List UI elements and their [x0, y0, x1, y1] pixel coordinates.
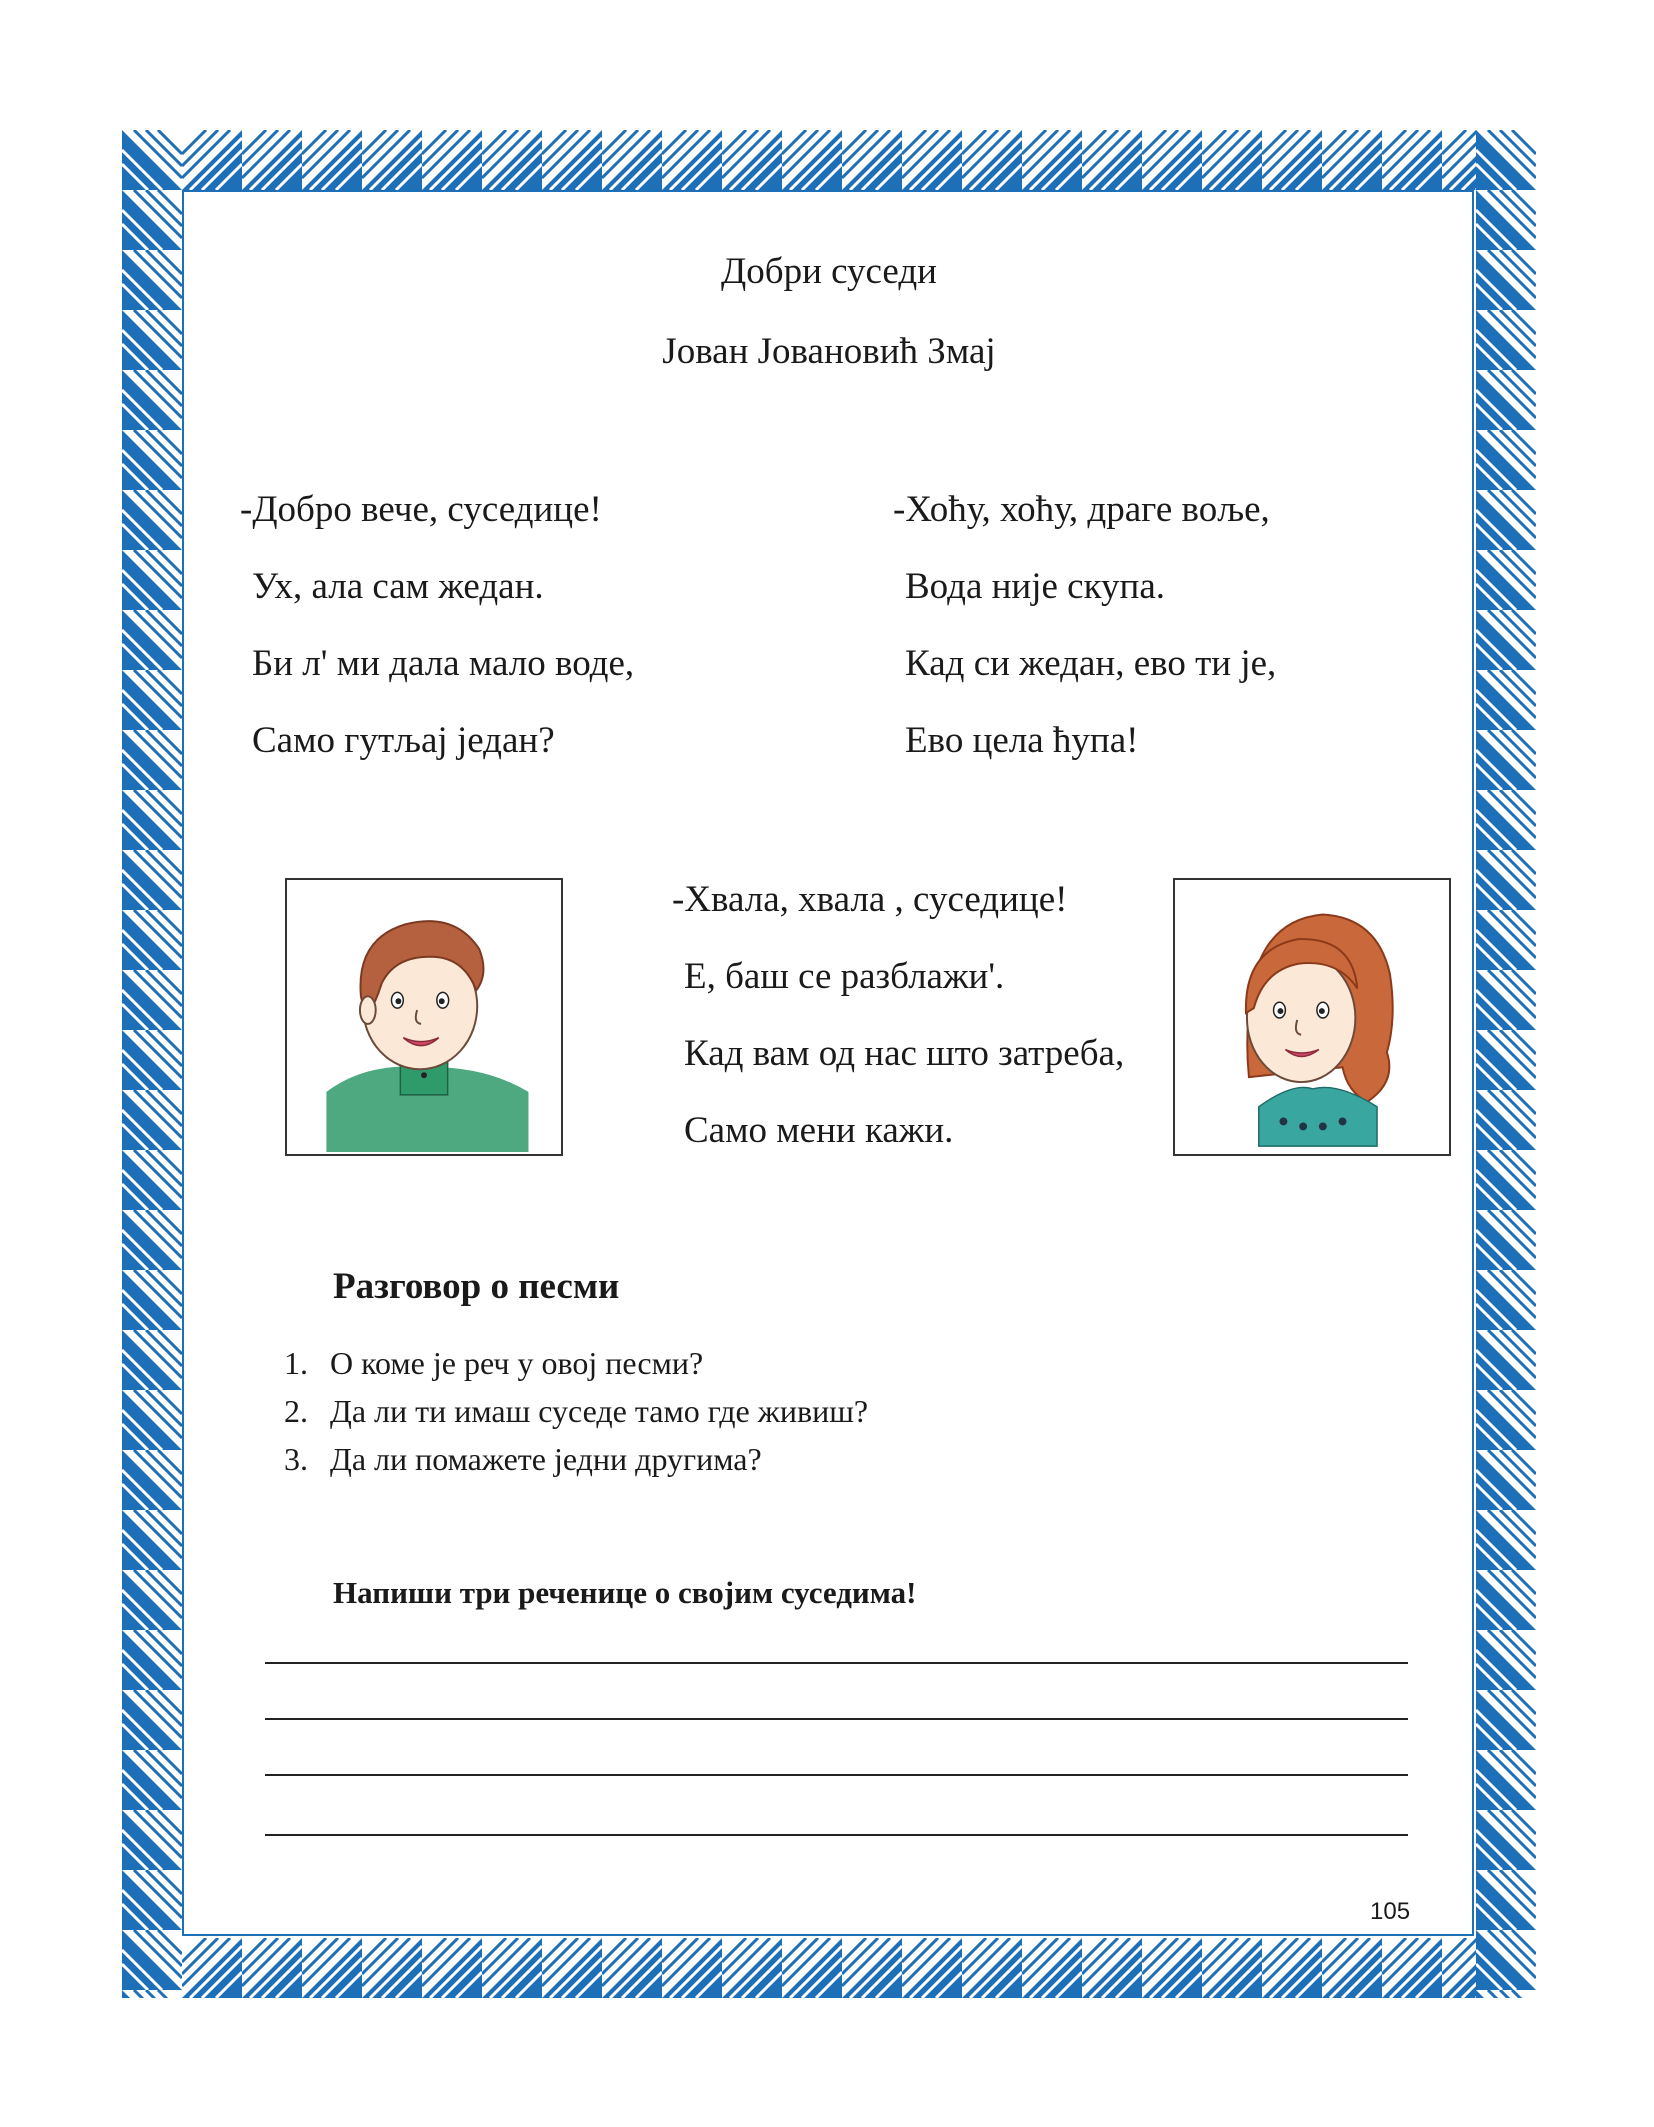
stanza-first: [240, 488, 634, 796]
border-pattern-top: [122, 130, 1536, 190]
question-number: 2.: [284, 1393, 308, 1429]
boy-portrait-icon: [287, 880, 561, 1154]
page-number: 105: [1370, 1898, 1411, 1925]
answer-line[interactable]: [265, 1718, 1408, 1720]
question-item: [284, 1439, 868, 1487]
answer-line[interactable]: [265, 1774, 1408, 1776]
question-text: Да ли помажете једни другима?: [330, 1441, 762, 1477]
poem-author: Јован Јовановић Змај: [662, 331, 996, 372]
stanza-line: Вода није скупа.: [905, 566, 1166, 607]
stanza-line: Ух, ала сам жедан.: [252, 566, 544, 607]
stanza-line: Би л' ми дала мало воде,: [252, 643, 635, 684]
stanza-line: Кад вам од нас што затреба,: [684, 1033, 1125, 1074]
question-item: [284, 1343, 868, 1391]
stanza-line: -Добро вече, суседице!: [240, 489, 602, 530]
stanza-second: [893, 488, 1276, 796]
discussion-heading: Разговор о песми: [333, 1266, 620, 1307]
answer-line[interactable]: [265, 1834, 1408, 1836]
boy-portrait: [285, 878, 563, 1156]
answer-line[interactable]: [265, 1662, 1408, 1664]
stanza-line: -Хоћу, хоћу, драге воље,: [893, 489, 1270, 530]
border-pattern-right: [1476, 130, 1536, 1998]
question-item: [284, 1391, 868, 1439]
border-pattern-bottom: [122, 1938, 1536, 1998]
stanza-line: Само гутљај један?: [252, 720, 555, 761]
stanza-third: [672, 878, 1124, 1186]
question-number: 3.: [284, 1441, 308, 1477]
border-pattern-left: [122, 130, 182, 1998]
question-list: [284, 1343, 868, 1487]
girl-portrait: [1173, 878, 1451, 1156]
girl-portrait-icon: [1175, 880, 1449, 1154]
question-text: О коме је реч у овој песми?: [330, 1345, 704, 1381]
writing-task-instruction: Напиши три реченице о својим суседима!: [333, 1575, 917, 1610]
stanza-line: Е, баш се разблажи'.: [684, 956, 1005, 997]
question-number: 1.: [284, 1345, 308, 1381]
question-text: Да ли ти имаш суседе тамо где живиш?: [330, 1393, 869, 1429]
poem-title: Добри суседи: [721, 251, 937, 292]
stanza-line: Ево цела ћупа!: [905, 720, 1139, 761]
stanza-line: -Хвала, хвала , суседице!: [672, 879, 1068, 920]
stanza-line: Само мени кажи.: [684, 1110, 954, 1151]
stanza-line: Кад си жедан, ево ти је,: [905, 643, 1277, 684]
